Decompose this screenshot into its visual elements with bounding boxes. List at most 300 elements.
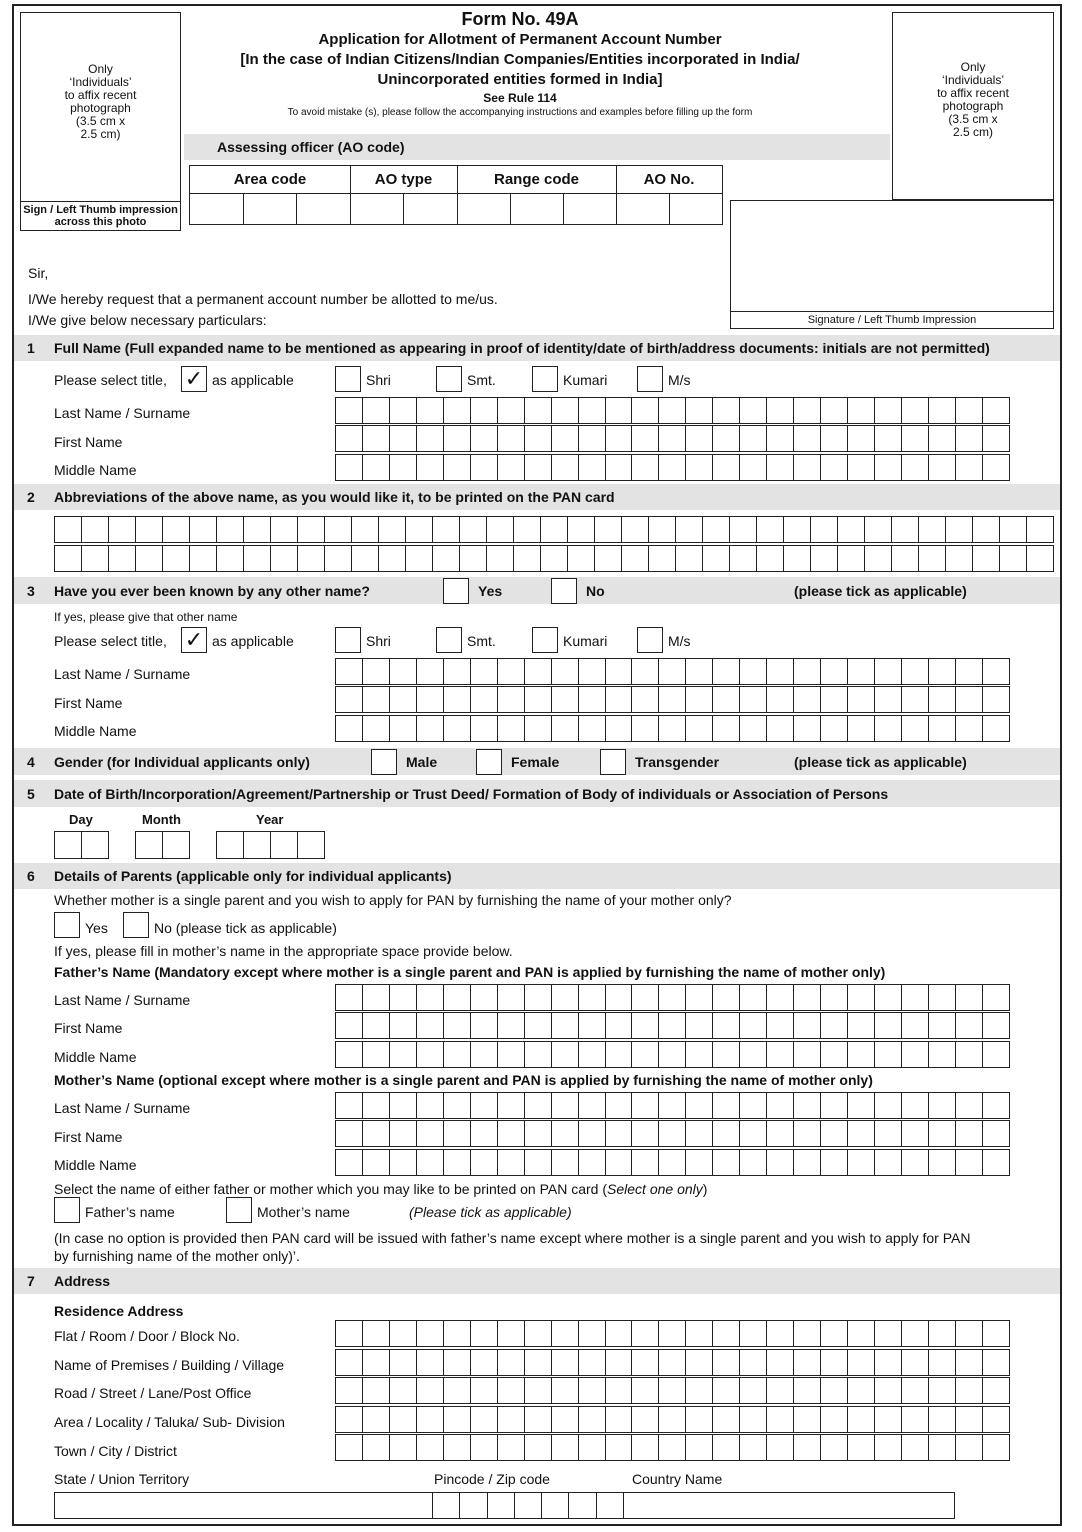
char-box[interactable]	[983, 1013, 1009, 1038]
char-box[interactable]	[568, 546, 595, 571]
char-box[interactable]	[471, 687, 498, 712]
other-middle-name-boxes[interactable]	[335, 715, 1010, 742]
char-box[interactable]	[488, 1493, 515, 1518]
char-box[interactable]	[956, 1435, 983, 1460]
char-box[interactable]	[929, 985, 956, 1010]
char-box[interactable]	[336, 426, 363, 451]
char-box[interactable]	[848, 1042, 875, 1067]
char-box[interactable]	[983, 687, 1009, 712]
char-box[interactable]	[606, 1321, 633, 1346]
char-box[interactable]	[929, 398, 956, 423]
char-box[interactable]	[875, 455, 902, 480]
char-box[interactable]	[498, 687, 525, 712]
char-box[interactable]	[703, 517, 730, 542]
char-box[interactable]	[325, 517, 352, 542]
char-box[interactable]	[929, 1378, 956, 1403]
char-box[interactable]	[471, 1150, 498, 1175]
char-box[interactable]	[336, 1013, 363, 1038]
char-box[interactable]	[525, 1407, 552, 1432]
char-box[interactable]	[525, 659, 552, 684]
char-box[interactable]	[471, 398, 498, 423]
char-box[interactable]	[767, 1435, 794, 1460]
char-box[interactable]	[55, 546, 82, 571]
char-box[interactable]	[659, 1121, 686, 1146]
char-box[interactable]	[794, 1013, 821, 1038]
char-box[interactable]	[929, 1150, 956, 1175]
char-box[interactable]	[444, 426, 471, 451]
char-box[interactable]	[821, 687, 848, 712]
char-box[interactable]	[686, 687, 713, 712]
char-box[interactable]	[929, 1321, 956, 1346]
char-box[interactable]	[875, 1378, 902, 1403]
char-box[interactable]	[632, 1042, 659, 1067]
char-box[interactable]	[417, 1350, 444, 1375]
char-box[interactable]	[659, 1093, 686, 1118]
char-box[interactable]	[471, 455, 498, 480]
char-box[interactable]	[525, 1435, 552, 1460]
char-box[interactable]	[902, 455, 929, 480]
char-box[interactable]	[336, 1121, 363, 1146]
char-box[interactable]	[659, 1407, 686, 1432]
char-box[interactable]	[417, 1093, 444, 1118]
char-box[interactable]	[417, 659, 444, 684]
char-box[interactable]	[902, 1435, 929, 1460]
char-box[interactable]	[848, 1150, 875, 1175]
char-box[interactable]	[848, 426, 875, 451]
char-box[interactable]	[659, 1350, 686, 1375]
char-box[interactable]	[390, 1321, 417, 1346]
char-box[interactable]	[929, 1121, 956, 1146]
char-box[interactable]	[525, 1093, 552, 1118]
char-box[interactable]	[875, 1121, 902, 1146]
mother-middle-name-boxes[interactable]	[335, 1149, 1010, 1176]
char-box[interactable]	[794, 1435, 821, 1460]
char-box[interactable]	[552, 1407, 579, 1432]
char-box[interactable]	[875, 985, 902, 1010]
char-box[interactable]	[767, 1121, 794, 1146]
char-box[interactable]	[390, 1435, 417, 1460]
char-box[interactable]	[498, 1435, 525, 1460]
char-box[interactable]	[686, 1435, 713, 1460]
char-box[interactable]	[363, 1150, 390, 1175]
char-box[interactable]	[525, 1150, 552, 1175]
abbreviation-boxes-1[interactable]	[54, 516, 1054, 543]
char-box[interactable]	[848, 985, 875, 1010]
dob-day-boxes[interactable]	[54, 831, 109, 859]
char-box[interactable]	[417, 1121, 444, 1146]
char-box[interactable]	[352, 517, 379, 542]
char-box[interactable]	[902, 1407, 929, 1432]
char-box[interactable]	[136, 832, 163, 858]
char-box[interactable]	[740, 426, 767, 451]
char-box[interactable]	[740, 455, 767, 480]
char-box[interactable]	[406, 517, 433, 542]
char-box[interactable]	[444, 687, 471, 712]
char-box[interactable]	[956, 1013, 983, 1038]
char-box[interactable]	[902, 687, 929, 712]
char-box[interactable]	[848, 1093, 875, 1118]
char-box[interactable]	[659, 1042, 686, 1067]
char-box[interactable]	[163, 517, 190, 542]
char-box[interactable]	[417, 1407, 444, 1432]
char-box[interactable]	[929, 1350, 956, 1375]
checkbox-shri[interactable]	[335, 366, 361, 392]
char-box[interactable]	[919, 517, 946, 542]
char-box[interactable]	[460, 517, 487, 542]
area-boxes[interactable]	[335, 1406, 1010, 1433]
char-box[interactable]	[848, 1121, 875, 1146]
char-box[interactable]	[767, 455, 794, 480]
char-box[interactable]	[109, 517, 136, 542]
char-box[interactable]	[487, 546, 514, 571]
char-box[interactable]	[525, 455, 552, 480]
char-box[interactable]	[848, 1435, 875, 1460]
char-box[interactable]	[686, 1121, 713, 1146]
char-box[interactable]	[444, 1121, 471, 1146]
char-box[interactable]	[956, 1093, 983, 1118]
char-box[interactable]	[336, 1350, 363, 1375]
char-box[interactable]	[740, 1378, 767, 1403]
char-box[interactable]	[757, 546, 784, 571]
char-box[interactable]	[514, 546, 541, 571]
char-box[interactable]	[821, 1350, 848, 1375]
char-box[interactable]	[929, 687, 956, 712]
char-box[interactable]	[632, 1150, 659, 1175]
char-box[interactable]	[632, 1321, 659, 1346]
char-box[interactable]	[417, 1321, 444, 1346]
char-box[interactable]	[875, 1350, 902, 1375]
char-box[interactable]	[363, 1093, 390, 1118]
char-box[interactable]	[821, 1407, 848, 1432]
char-box[interactable]	[363, 1013, 390, 1038]
char-box[interactable]	[515, 1493, 542, 1518]
char-box[interactable]	[606, 426, 633, 451]
char-box[interactable]	[136, 517, 163, 542]
print-mothers-name-checkbox[interactable]	[226, 1197, 252, 1223]
char-box[interactable]	[983, 398, 1009, 423]
gender-transgender-checkbox[interactable]	[600, 749, 626, 775]
dob-year-boxes[interactable]	[216, 831, 325, 859]
char-box[interactable]	[794, 1321, 821, 1346]
char-box[interactable]	[794, 1378, 821, 1403]
char-box[interactable]	[390, 426, 417, 451]
char-box[interactable]	[902, 1150, 929, 1175]
char-box[interactable]	[632, 1350, 659, 1375]
char-box[interactable]	[390, 1150, 417, 1175]
char-box[interactable]	[686, 1321, 713, 1346]
char-box[interactable]	[569, 1493, 596, 1518]
char-box[interactable]	[552, 1121, 579, 1146]
char-box[interactable]	[444, 716, 471, 741]
state-input[interactable]	[54, 1492, 433, 1519]
char-box[interactable]	[552, 1378, 579, 1403]
char-box[interactable]	[848, 455, 875, 480]
char-box[interactable]	[390, 1042, 417, 1067]
char-box[interactable]	[767, 1013, 794, 1038]
char-box[interactable]	[929, 659, 956, 684]
char-box[interactable]	[363, 1321, 390, 1346]
char-box[interactable]	[875, 1013, 902, 1038]
char-box[interactable]	[794, 398, 821, 423]
char-box[interactable]	[902, 1321, 929, 1346]
father-last-name-boxes[interactable]	[335, 984, 1010, 1011]
char-box[interactable]	[336, 716, 363, 741]
char-box[interactable]	[632, 659, 659, 684]
char-box[interactable]	[363, 1350, 390, 1375]
char-box[interactable]	[244, 517, 271, 542]
char-box[interactable]	[525, 985, 552, 1010]
char-box[interactable]	[606, 1350, 633, 1375]
char-box[interactable]	[498, 426, 525, 451]
char-box[interactable]	[686, 1013, 713, 1038]
char-box[interactable]	[794, 1093, 821, 1118]
char-box[interactable]	[325, 546, 352, 571]
char-box[interactable]	[983, 455, 1009, 480]
char-box[interactable]	[444, 1013, 471, 1038]
char-box[interactable]	[902, 1042, 929, 1067]
char-box[interactable]	[336, 985, 363, 1010]
char-box[interactable]	[163, 832, 189, 858]
char-box[interactable]	[579, 426, 606, 451]
char-box[interactable]	[498, 1042, 525, 1067]
char-box[interactable]	[686, 1150, 713, 1175]
char-box[interactable]	[767, 1378, 794, 1403]
checkbox-shri[interactable]	[335, 627, 361, 653]
char-box[interactable]	[875, 659, 902, 684]
char-box[interactable]	[82, 517, 109, 542]
char-box[interactable]	[794, 1150, 821, 1175]
char-box[interactable]	[579, 398, 606, 423]
char-box[interactable]	[659, 426, 686, 451]
char-box[interactable]	[597, 1493, 623, 1518]
char-box[interactable]	[956, 426, 983, 451]
char-box[interactable]	[902, 398, 929, 423]
char-box[interactable]	[471, 1350, 498, 1375]
char-box[interactable]	[606, 716, 633, 741]
char-box[interactable]	[1027, 546, 1053, 571]
char-box[interactable]	[821, 716, 848, 741]
char-box[interactable]	[838, 546, 865, 571]
char-box[interactable]	[444, 1435, 471, 1460]
char-box[interactable]	[606, 455, 633, 480]
char-box[interactable]	[1000, 517, 1027, 542]
char-box[interactable]	[390, 398, 417, 423]
char-box[interactable]	[579, 1150, 606, 1175]
char-box[interactable]	[956, 398, 983, 423]
char-box[interactable]	[417, 1435, 444, 1460]
char-box[interactable]	[417, 1013, 444, 1038]
char-box[interactable]	[929, 426, 956, 451]
char-box[interactable]	[686, 1350, 713, 1375]
char-box[interactable]	[595, 546, 622, 571]
char-box[interactable]	[190, 517, 217, 542]
char-box[interactable]	[460, 1493, 487, 1518]
char-box[interactable]	[444, 398, 471, 423]
char-box[interactable]	[740, 1042, 767, 1067]
char-box[interactable]	[767, 687, 794, 712]
char-box[interactable]	[298, 546, 325, 571]
char-box[interactable]	[336, 1093, 363, 1118]
char-box[interactable]	[514, 517, 541, 542]
char-box[interactable]	[929, 1013, 956, 1038]
checkbox-ms[interactable]	[637, 627, 663, 653]
char-box[interactable]	[983, 1407, 1009, 1432]
char-box[interactable]	[740, 716, 767, 741]
char-box[interactable]	[444, 659, 471, 684]
single-parent-no-checkbox[interactable]	[123, 912, 149, 938]
mother-first-name-boxes[interactable]	[335, 1120, 1010, 1147]
char-box[interactable]	[713, 426, 740, 451]
char-box[interactable]	[525, 1121, 552, 1146]
char-box[interactable]	[417, 985, 444, 1010]
char-box[interactable]	[444, 1321, 471, 1346]
char-box[interactable]	[632, 1013, 659, 1038]
premises-boxes[interactable]	[335, 1349, 1010, 1376]
char-box[interactable]	[542, 1493, 569, 1518]
char-box[interactable]	[794, 1042, 821, 1067]
char-box[interactable]	[606, 1042, 633, 1067]
char-box[interactable]	[444, 1042, 471, 1067]
char-box[interactable]	[865, 517, 892, 542]
char-box[interactable]	[390, 455, 417, 480]
char-box[interactable]	[848, 687, 875, 712]
char-box[interactable]	[433, 546, 460, 571]
char-box[interactable]	[713, 985, 740, 1010]
char-box[interactable]	[498, 1378, 525, 1403]
char-box[interactable]	[579, 687, 606, 712]
char-box[interactable]	[811, 517, 838, 542]
photo-box-left[interactable]	[20, 12, 181, 231]
char-box[interactable]	[875, 1407, 902, 1432]
char-box[interactable]	[55, 517, 82, 542]
char-box[interactable]	[821, 659, 848, 684]
char-box[interactable]	[444, 1093, 471, 1118]
char-box[interactable]	[487, 517, 514, 542]
char-box[interactable]	[363, 659, 390, 684]
char-box[interactable]	[649, 517, 676, 542]
char-box[interactable]	[336, 1042, 363, 1067]
char-box[interactable]	[82, 832, 108, 858]
char-box[interactable]	[676, 517, 703, 542]
char-box[interactable]	[740, 1121, 767, 1146]
char-box[interactable]	[552, 716, 579, 741]
char-box[interactable]	[498, 1150, 525, 1175]
char-box[interactable]	[498, 1121, 525, 1146]
char-box[interactable]	[713, 455, 740, 480]
char-box[interactable]	[417, 687, 444, 712]
char-box[interactable]	[552, 1150, 579, 1175]
char-box[interactable]	[525, 1321, 552, 1346]
char-box[interactable]	[956, 985, 983, 1010]
char-box[interactable]	[767, 1093, 794, 1118]
char-box[interactable]	[390, 1407, 417, 1432]
char-box[interactable]	[713, 1435, 740, 1460]
char-box[interactable]	[676, 546, 703, 571]
char-box[interactable]	[579, 1350, 606, 1375]
char-box[interactable]	[498, 1407, 525, 1432]
char-box[interactable]	[632, 1378, 659, 1403]
char-box[interactable]	[865, 546, 892, 571]
char-box[interactable]	[541, 546, 568, 571]
char-box[interactable]	[767, 985, 794, 1010]
char-box[interactable]	[767, 1350, 794, 1375]
char-box[interactable]	[848, 1378, 875, 1403]
char-box[interactable]	[352, 546, 379, 571]
char-box[interactable]	[929, 716, 956, 741]
char-box[interactable]	[983, 659, 1009, 684]
char-box[interactable]	[552, 1435, 579, 1460]
char-box[interactable]	[767, 1321, 794, 1346]
char-box[interactable]	[579, 1042, 606, 1067]
char-box[interactable]	[498, 1321, 525, 1346]
char-box[interactable]	[875, 1435, 902, 1460]
char-box[interactable]	[632, 1407, 659, 1432]
char-box[interactable]	[983, 1150, 1009, 1175]
gender-female-checkbox[interactable]	[476, 749, 502, 775]
char-box[interactable]	[902, 716, 929, 741]
char-box[interactable]	[363, 687, 390, 712]
char-box[interactable]	[875, 426, 902, 451]
char-box[interactable]	[713, 1407, 740, 1432]
char-box[interactable]	[498, 985, 525, 1010]
char-box[interactable]	[471, 1407, 498, 1432]
char-box[interactable]	[892, 517, 919, 542]
char-box[interactable]	[956, 659, 983, 684]
char-box[interactable]	[983, 716, 1009, 741]
char-box[interactable]	[956, 1150, 983, 1175]
char-box[interactable]	[471, 1121, 498, 1146]
char-box[interactable]	[579, 1121, 606, 1146]
char-box[interactable]	[956, 1350, 983, 1375]
char-box[interactable]	[579, 716, 606, 741]
char-box[interactable]	[983, 985, 1009, 1010]
char-box[interactable]	[498, 659, 525, 684]
other-last-name-boxes[interactable]	[335, 658, 1010, 685]
char-box[interactable]	[821, 398, 848, 423]
char-box[interactable]	[163, 546, 190, 571]
char-box[interactable]	[606, 398, 633, 423]
char-box[interactable]	[740, 1013, 767, 1038]
signature-box[interactable]	[730, 200, 1054, 329]
char-box[interactable]	[659, 687, 686, 712]
char-box[interactable]	[713, 659, 740, 684]
char-box[interactable]	[929, 1042, 956, 1067]
char-box[interactable]	[929, 1407, 956, 1432]
char-box[interactable]	[417, 455, 444, 480]
char-box[interactable]	[525, 1013, 552, 1038]
char-box[interactable]	[713, 1013, 740, 1038]
char-box[interactable]	[659, 1378, 686, 1403]
char-box[interactable]	[632, 1121, 659, 1146]
char-box[interactable]	[444, 1350, 471, 1375]
print-fathers-name-checkbox[interactable]	[54, 1197, 80, 1223]
char-box[interactable]	[417, 716, 444, 741]
char-box[interactable]	[552, 455, 579, 480]
char-box[interactable]	[821, 1013, 848, 1038]
mother-last-name-boxes[interactable]	[335, 1092, 1010, 1119]
char-box[interactable]	[363, 716, 390, 741]
char-box[interactable]	[821, 1321, 848, 1346]
char-box[interactable]	[579, 659, 606, 684]
char-box[interactable]	[713, 716, 740, 741]
char-box[interactable]	[875, 687, 902, 712]
char-box[interactable]	[471, 1013, 498, 1038]
char-box[interactable]	[217, 832, 244, 858]
photo-box-right[interactable]	[892, 12, 1054, 200]
char-box[interactable]	[902, 1378, 929, 1403]
char-box[interactable]	[136, 546, 163, 571]
char-box[interactable]	[983, 426, 1009, 451]
